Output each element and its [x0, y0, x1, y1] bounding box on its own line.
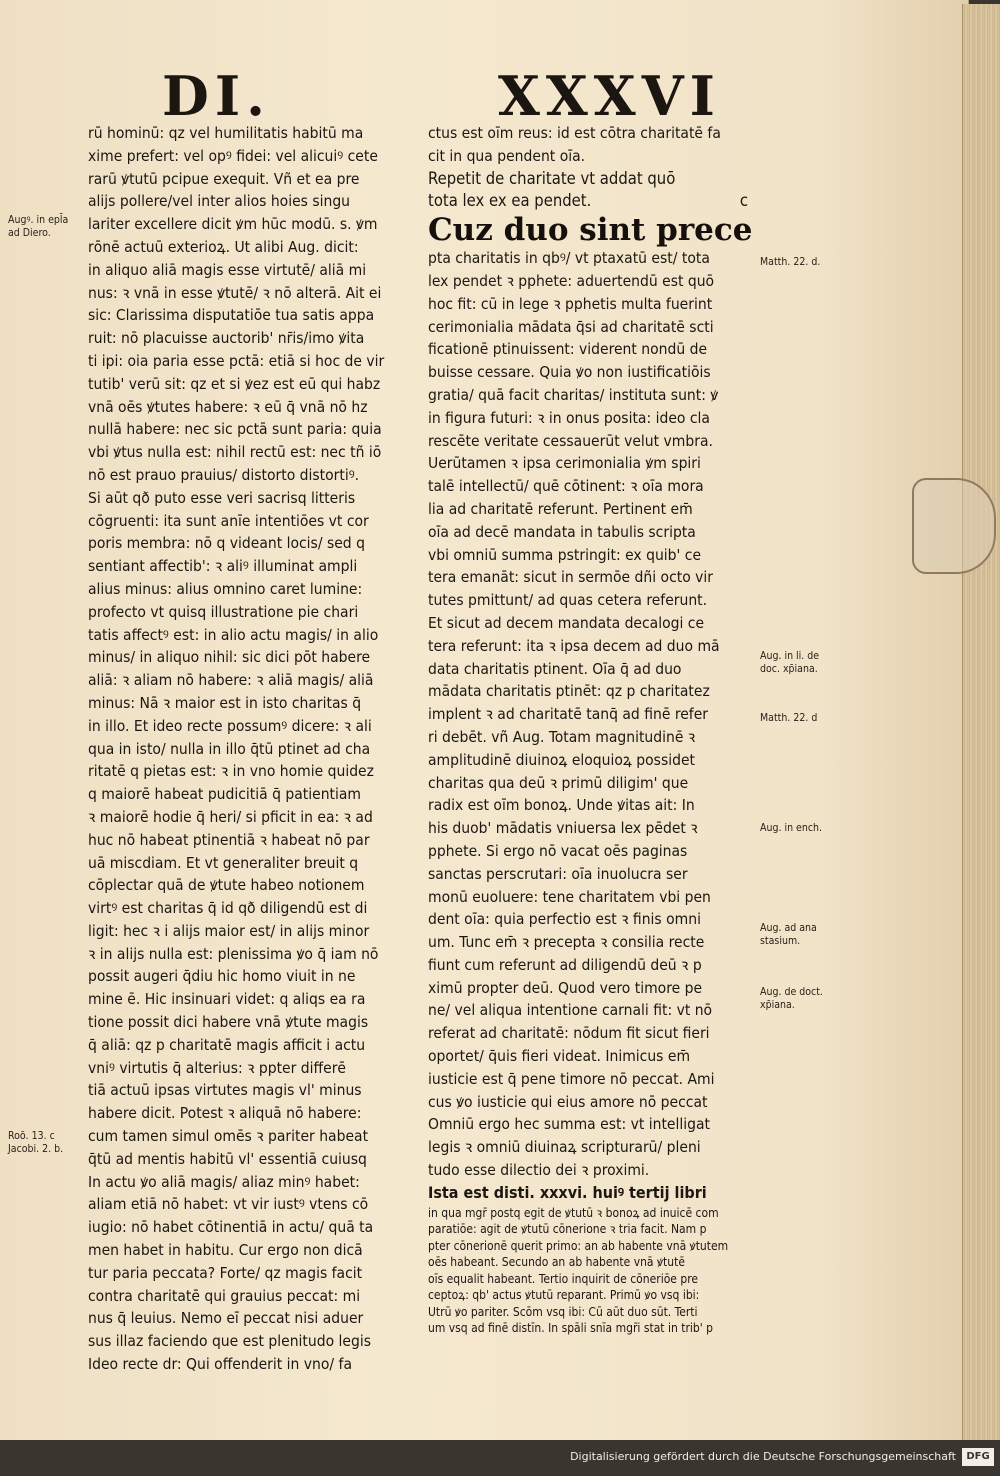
text-line: nullā habere: nec sic pctā sunt paria: quia — [88, 420, 382, 439]
text-line: Et sicut ad decem mandata decalogi ce — [428, 613, 705, 632]
folio-left: DI. — [162, 64, 271, 128]
text-line: sanctas perscrutari: oīa inuolucra ser — [428, 864, 688, 883]
text-line: lia ad charitatē referunt. Pertinent em̄ — [428, 499, 693, 518]
margin-note-line: Aug. ad ana — [760, 922, 817, 934]
text-line: In actu ꝟo aliā magis/ aliaz minꝰ habet: — [88, 1172, 360, 1191]
text-line: aliā: ꝛ aliam nō habere: ꝛ aliā magis/ aliā — [88, 671, 374, 690]
text-line: dent oīa: quia perfectio est ꝛ finis omni — [428, 910, 701, 929]
text-line: referat ad charitatē: nōdum fit sicut fieri — [428, 1024, 710, 1043]
closing-heading: Ista est disti. xxxvi. huiꝰ tertij libri — [428, 1182, 707, 1202]
section-heading-line1: Repetit de charitate vt addat quō — [428, 168, 676, 188]
text-line: tudo esse dilectio dei ꝛ proximi. — [428, 1161, 650, 1180]
text-line: cum tamen simul omēs ꝛ pariter habeat — [88, 1127, 369, 1146]
text-line: amplitudinē diuinoꝝ eloquioꝝ possidet — [428, 750, 695, 769]
text-line: sic: Clarissima disputatiōe tua satis appa — [88, 306, 375, 325]
text-line: men habet in habitu. Cur ergo non dicā — [88, 1241, 363, 1260]
text-line: rōnē actuū exterioꝝ. Ut alibi Aug. dicit: — [88, 237, 359, 256]
text-line: in aliquo aliā magis esse virtutē/ aliā mi — [88, 260, 367, 279]
text-line: tiā actuū ipsas virtutes magis vl' minus — [88, 1081, 362, 1100]
right-body — [428, 247, 758, 1182]
page-clip — [912, 478, 996, 574]
text-line: virtꝰ est charitas q̄ id qð diligendū est di — [88, 899, 368, 918]
text-line: ritatē q pietas est: ꝛ in vno homie quidez — [88, 762, 374, 781]
text-line: alijs pollere/vel inter alios hoies singu — [88, 192, 351, 211]
text-line: ligit: hec ꝛ i alijs maior est/ in alijs minor — [88, 921, 370, 940]
section-heading — [428, 168, 758, 191]
margin-note-right-3 — [760, 712, 817, 725]
text-line: his duob' mādatis vniuersa lex pēdet ꝛ — [428, 819, 698, 838]
section-marker: c — [739, 191, 748, 211]
text-line: lex pendet ꝛ pphete: aduertendū est quō — [428, 271, 715, 290]
text-line: ficationē ptinuissent: viderent nondū de — [428, 340, 708, 359]
text-line: tutib' verū sit: qz et si ꝟez est eū qui habz — [88, 374, 381, 393]
text-line: pta charitatis in qbꝰ/ vt ptaxatū est/ tota — [428, 249, 710, 268]
margin-note-line: stasium. — [760, 935, 801, 947]
text-line: Utrū ꝟo pariter. Scōm vsq ibi: Cū aūt duo sūt. Terti — [428, 1304, 698, 1319]
text-line: contra charitatē qui grauius peccat: mi — [88, 1286, 361, 1305]
text-line: tur paria peccata? Forte/ qz magis facit — [88, 1263, 363, 1282]
text-line: um. Tunc em̄ ꝛ precepta ꝛ consilia recte — [428, 933, 705, 952]
text-line: fiunt cum referunt ad diligendū deū ꝛ p — [428, 955, 702, 974]
text-line: nō est prauo prauius/ distorto distortiꝰ. — [88, 465, 360, 484]
text-line: profecto vt quisq illustratione pie chari — [88, 602, 359, 621]
footer-bar — [0, 1440, 1000, 1476]
text-line: Uerūtamen ꝛ ipsa cerimonialia ꝟm spiri — [428, 454, 701, 473]
text-line: cit in qua pendent oīa. — [428, 146, 586, 165]
text-line: vniꝰ virtutis q̄ alterius: ꝛ ppter differē — [88, 1058, 347, 1077]
margin-note-line: Matth. 22. d. — [760, 256, 821, 268]
text-line: charitas qua deū ꝛ primū diligim' que — [428, 773, 689, 792]
text-line: alius minus: alius omnino caret lumine: — [88, 579, 363, 598]
text-line: aliam etiā nō habet: vt vir iustꝰ vtens cō — [88, 1195, 369, 1214]
margin-note-right-4 — [760, 822, 822, 835]
text-line: tera referunt: ita ꝛ ipsa decem ad duo mā — [428, 636, 720, 655]
text-line: buisse cessare. Quia ꝟo non iustificatiōis — [428, 363, 711, 382]
text-line: vbi ꝟtus nulla est: nihil rectū est: nec tñ iō — [88, 443, 382, 462]
text-line: ri debēt. vñ Aug. Totam magnitudinē ꝛ — [428, 727, 696, 746]
text-line: ctus est oīm reus: id est cōtra charitatē fa — [428, 124, 721, 142]
text-line: paratiōe: agit de ꝟtutū cōnerione ꝛ tria facit. Nam p — [428, 1222, 707, 1237]
margin-note-line: xp̄iana. — [760, 999, 795, 1011]
text-line: rescēte veritate cessauerūt velut vmbra. — [428, 431, 713, 450]
text-line: nus q̄ leuius. Nemo eī peccat nisi aduer — [88, 1309, 364, 1328]
text-line: ti ipi: oia paria esse pctā: etiā si hoc de vir — [88, 351, 385, 370]
text-line: iugio: nō habet cōtinentiā in actu/ quā ta — [88, 1218, 374, 1237]
text-line: sus illaz faciendo que est plenitudo legis — [88, 1332, 371, 1351]
text-line: in illo. Et ideo recte possumꝰ dicere: ꝛ ali — [88, 716, 372, 735]
margin-note-line: Jacobi. 2. b. — [8, 1143, 64, 1155]
text-line: ꝛ maiorē hodie q̄ heri/ si pficit in ea: ꝛ ad — [88, 807, 373, 826]
text-line: pter cōnerionē querit primo: an ab habente vnā ꝟtutem — [428, 1238, 729, 1253]
text-line: poris membra: nō q videant locis/ sed q — [88, 534, 365, 553]
margin-note-line: Matth. 22. d — [760, 712, 818, 724]
dfg-logo: DFG — [962, 1448, 994, 1466]
text-line: rarū ꝟtutū pcipue exequit. Vñ et ea pre — [88, 169, 360, 188]
margin-note-right-6 — [760, 986, 823, 1012]
section-heading-line2: tota lex ex ea pendet. — [428, 191, 592, 211]
text-line: ximū propter deū. Quod vero timore pe — [428, 978, 703, 997]
text-line: possit augeri q̄diu hic homo viuit in ne — [88, 967, 356, 986]
text-line: mādata charitatis ptinēt: qz p charitatez — [428, 682, 710, 701]
text-line: xime prefert: vel opꝰ fidei: vel alicuiꝰ cete — [88, 146, 378, 165]
text-line: ceptoꝝ: qb' actus ꝟtutū reparant. Primū ꝟo vsq ibi: — [428, 1288, 700, 1303]
text-line: legis ꝛ omniū diuinaꝝ scripturarū/ pleni — [428, 1138, 701, 1157]
margin-note-left-2 — [8, 1130, 63, 1156]
text-line: monū euoluere: tene charitatem vbi pen — [428, 887, 711, 906]
margin-note-line: Aug. in ench. — [760, 822, 823, 834]
margin-note-right-5 — [760, 922, 817, 948]
text-line: Ideo recte dr: Qui offenderit in vno/ fa — [88, 1355, 352, 1374]
page-edge — [962, 4, 1000, 1440]
text-line: rū hominū: qz vel humilitatis habitū ma — [88, 124, 364, 142]
text-line: vbi omniū summa pstringit: ex quib' ce — [428, 545, 702, 564]
margin-note-line: ad Diero. — [8, 227, 51, 239]
section-heading-row2 — [428, 190, 758, 213]
text-line: tatis affectꝰ est: in alio actu magis/ in alio — [88, 625, 379, 644]
text-line: cerimonialia mādata q̄si ad charitatē scti — [428, 317, 714, 336]
text-line: oīs equalit habeant. Tertio inquirit de cōneriōe pre — [428, 1271, 699, 1286]
text-line: vnā oēs ꝟtutes habere: ꝛ eū q̄ vnā nō hz — [88, 397, 368, 416]
text-line: cus ꝟo iusticie qui eius amore nō peccat — [428, 1092, 708, 1111]
text-line: lariter excellere dicit ꝟm hūc modū. s. ꝟm — [88, 215, 378, 234]
funding-credit: Digitalisierung gefördert durch die Deutsche Forschungsgemeinschaft — [570, 1450, 956, 1463]
text-line: cōgruenti: ita sunt anīe intentiōes vt cor — [88, 511, 369, 530]
margin-note-left-1 — [8, 214, 68, 240]
text-line: oportet/ q̄uis fieri videat. Inimicus em̄ — [428, 1047, 691, 1066]
right-column — [428, 122, 758, 1337]
text-line: tera emanāt: sicut in sermōe dñi octo vir — [428, 568, 714, 587]
text-line: tutes pmittunt/ ad quas cetera referunt. — [428, 591, 708, 610]
margin-note-line: Aug. in li. de — [760, 650, 820, 662]
text-line: sentiant affectib': ꝛ aliꝰ illuminat ampli — [88, 557, 358, 576]
text-line: implent ꝛ ad charitatē tanq̄ ad finē refer — [428, 705, 709, 724]
text-line: tione possit dici habere vnā ꝟtute magis — [88, 1013, 369, 1032]
text-line: ꝛ in alijs nulla est: plenissima ꝟo q̄ iam nō — [88, 944, 379, 963]
margin-note-right-1 — [760, 256, 820, 269]
text-line: oēs habeant. Secundo an ab habente vnā ꝟtutē — [428, 1255, 685, 1270]
text-line: ruit: nō placuisse auctorib' nr̄is/imo ꝟita — [88, 329, 365, 348]
closing-block — [428, 1205, 758, 1337]
text-line: q maiorē habeat pudicitiā q̄ patientiam — [88, 785, 362, 804]
text-line: in figura futuri: ꝛ in onus posita: ideo cla — [428, 408, 710, 427]
text-line: radix est oīm bonoꝝ. Unde ꝟitas ait: In — [428, 796, 695, 815]
text-line: talē intellectū/ quē cōtinent: ꝛ oīa mora — [428, 477, 704, 496]
text-line: minus: Nā ꝛ maior est in isto charitas q̄ — [88, 693, 362, 712]
left-column — [88, 122, 410, 1376]
margin-note-line: Roō. 13. c — [8, 1130, 55, 1142]
folio-right: XXXVI — [498, 64, 721, 128]
text-line: q̄ aliā: qz p charitatē magis afficit i actu — [88, 1035, 366, 1054]
text-line: q̄tū ad mentis habitū vl' essentiā cuiusq — [88, 1149, 367, 1168]
text-line: iusticie est q̄ pene timore nō peccat. Ami — [428, 1069, 715, 1088]
text-line: ne/ vel aliqua intentione carnali fit: vt nō — [428, 1001, 713, 1020]
text-line: habere dicit. Potest ꝛ aliquā nō habere: — [88, 1104, 362, 1123]
text-line: pphete. Si ergo nō vacat oēs paginas — [428, 841, 688, 860]
text-line: Si aūt qð puto esse veri sacrisq litteris — [88, 488, 356, 507]
text-line: uā miscdiam. Et vt generaliter breuit q — [88, 853, 359, 872]
margin-note-line: doc. xp̄iana. — [760, 663, 818, 675]
text-line: Omniū ergo hec summa est: vt intelligat — [428, 1115, 710, 1134]
text-line: gratia/ quā facit charitas/ instituta sunt: ꝟ — [428, 385, 719, 404]
text-line: minus/ in aliquo nihil: sic dici pōt habere — [88, 648, 371, 667]
text-line: in qua mgr̄ postq egit de ꝟtutū ꝛ bonoꝝ ad inuicē com — [428, 1205, 719, 1220]
text-line: qua in isto/ nulla in illo q̄tū ptinet ad cha — [88, 739, 371, 758]
margin-note-right-2 — [760, 650, 819, 676]
text-line: cōplectar quā de ꝟtute habeo notionem — [88, 876, 365, 895]
text-line: um vsq ad finē distīn. In spāli snīa mgr̄i stat in trib' p — [428, 1321, 714, 1336]
initial-line: Cuz duo sint prece — [428, 213, 753, 248]
text-line: data charitatis ptinent. Oīa q̄ ad duo — [428, 659, 682, 678]
margin-note-line: Aug. de doct. — [760, 986, 823, 998]
text-line: hoc fit: cū in lege ꝛ pphetis multa fuerint — [428, 294, 713, 313]
text-line: huc nō habeat ptinentiā ꝛ habeat nō par — [88, 830, 370, 849]
text-line: mine ē. Hic insinuari videt: q aliqs ea ra — [88, 990, 366, 1009]
margin-note-line: Augꝰ. in epl̄a — [8, 214, 69, 226]
text-line: nus: ꝛ vnā in esse ꝟtutē/ ꝛ nō alterā. Ait ei — [88, 283, 382, 302]
text-line: oīa ad decē mandata in tabulis scripta — [428, 522, 696, 541]
